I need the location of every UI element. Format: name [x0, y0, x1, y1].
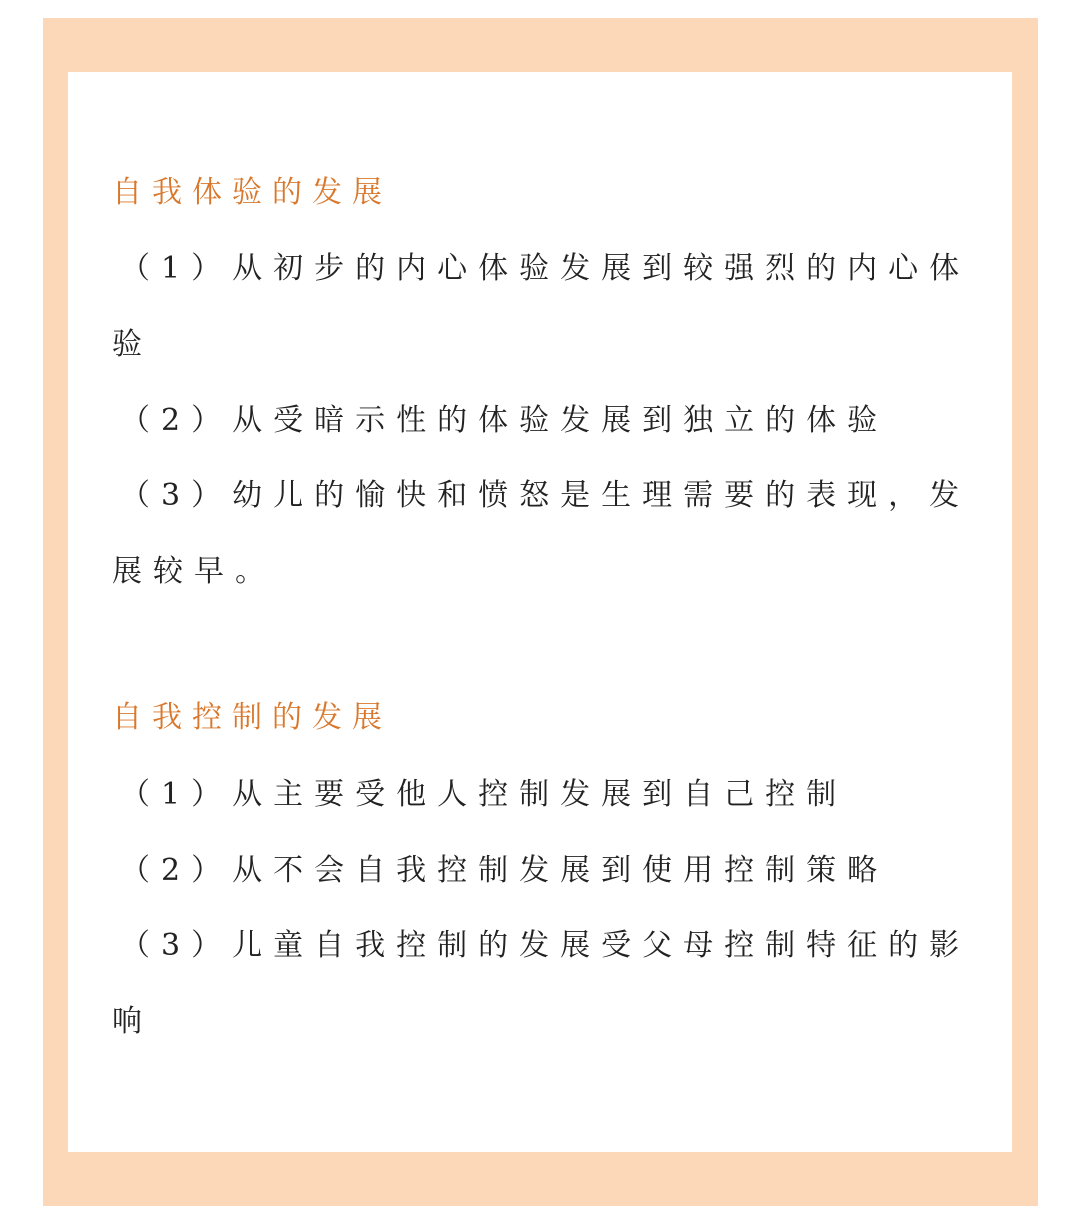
list-item: [112, 231, 972, 383]
list-item: [112, 757, 972, 833]
list-item-line: （2）从不会自我控制发展到使用控制策略: [120, 853, 889, 888]
list-item: [112, 458, 972, 610]
list-item: [112, 908, 972, 1060]
section-heading-self-experience: 自我体验的发展: [112, 175, 392, 210]
list-item-line: 验: [112, 327, 153, 362]
list-item-line: 展较早。: [112, 554, 276, 589]
list-item: [112, 833, 972, 909]
section-heading-self-control: 自我控制的发展: [112, 700, 392, 735]
list-item-line: 响: [112, 1004, 153, 1039]
list-item-line: （1）从主要受他人控制发展到自己控制: [120, 777, 848, 812]
list-item: [112, 383, 972, 459]
list-item-line: （2）从受暗示性的体验发展到独立的体验: [120, 403, 889, 438]
list-item-line: （1）从初步的内心体验发展到较强烈的内心体: [120, 251, 971, 286]
list-item-line: （3）幼儿的愉快和愤怒是生理需要的表现，发: [120, 478, 971, 513]
list-item-line: （3）儿童自我控制的发展受父母控制特征的影: [120, 928, 971, 963]
